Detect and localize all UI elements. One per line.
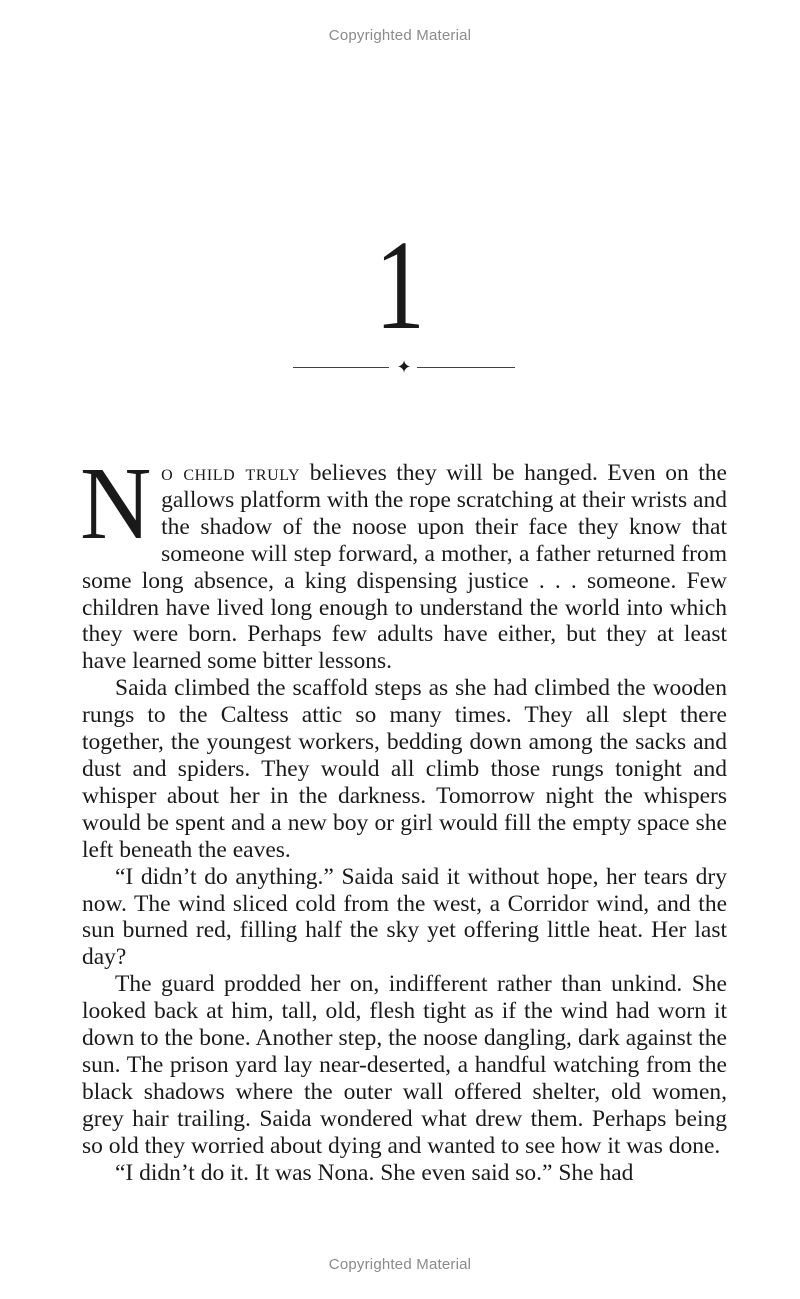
- paragraph-1-text: believes they will be hanged. Even on the gallows platform with the rope scratching at their wrists and the shadow of the noose upon their face they know that someone will step forward, a mother, a father returned from some long absence, a king dispensing justice . . . someone. Few children have lived long enough to understand the world into which they were born. Perhaps few adults have either, but they at least have learned some bitter lessons.: [82, 460, 727, 675]
- small-caps-lead-in: o child truly: [161, 460, 301, 486]
- chapter-ornament: [293, 358, 515, 378]
- chapter-number: 1: [375, 214, 425, 356]
- paragraph-1: [80, 446, 727, 675]
- chapter-body: [80, 446, 727, 1186]
- copyright-watermark-top: Copyrighted Material: [328, 27, 472, 44]
- drop-cap: N: [80, 446, 152, 561]
- paragraph-4: The guard prodded her on, indifferent rather than unkind. She looked back at him, tall, old, flesh tight as if the wind had worn it down to the bone. Another step, the noose dangling, dark against the sun. The prison yard lay near-deserted, a handful watching from the black shadows where the outer wall offered shelter, old women, grey hair trailing. Saida wondered what drew them. Perhaps being so old they worried about dying and wanted to see how it was done.: [82, 971, 727, 1159]
- paragraph-5: “I didn’t do it. It was Nona. She even said so.” She had: [115, 1159, 634, 1186]
- ornament-rule-right: [417, 367, 515, 368]
- ornament-rule-left: [293, 367, 389, 368]
- copyright-watermark-bottom: Copyrighted Material: [328, 1256, 472, 1273]
- paragraph-3: “I didn’t do anything.” Saida said it without hope, her tears dry now. The wind sliced cold from the west, a Corridor wind, and the sun burned red, filling half the sky yet offering little heat. Her last day?: [82, 863, 727, 971]
- star-ornament-icon: ✦: [396, 357, 412, 378]
- paragraph-2: Saida climbed the scaffold steps as she had climbed the wooden rungs to the Caltess attic so many times. They all slept there together, the youngest workers, bedding down among the sacks and dust and spiders. They would all climb those rungs tonight and whisper about her in the darkness. Tomorrow night the whispers would be spent and a new boy or girl would fill the empty space she left beneath the eaves.: [82, 675, 727, 863]
